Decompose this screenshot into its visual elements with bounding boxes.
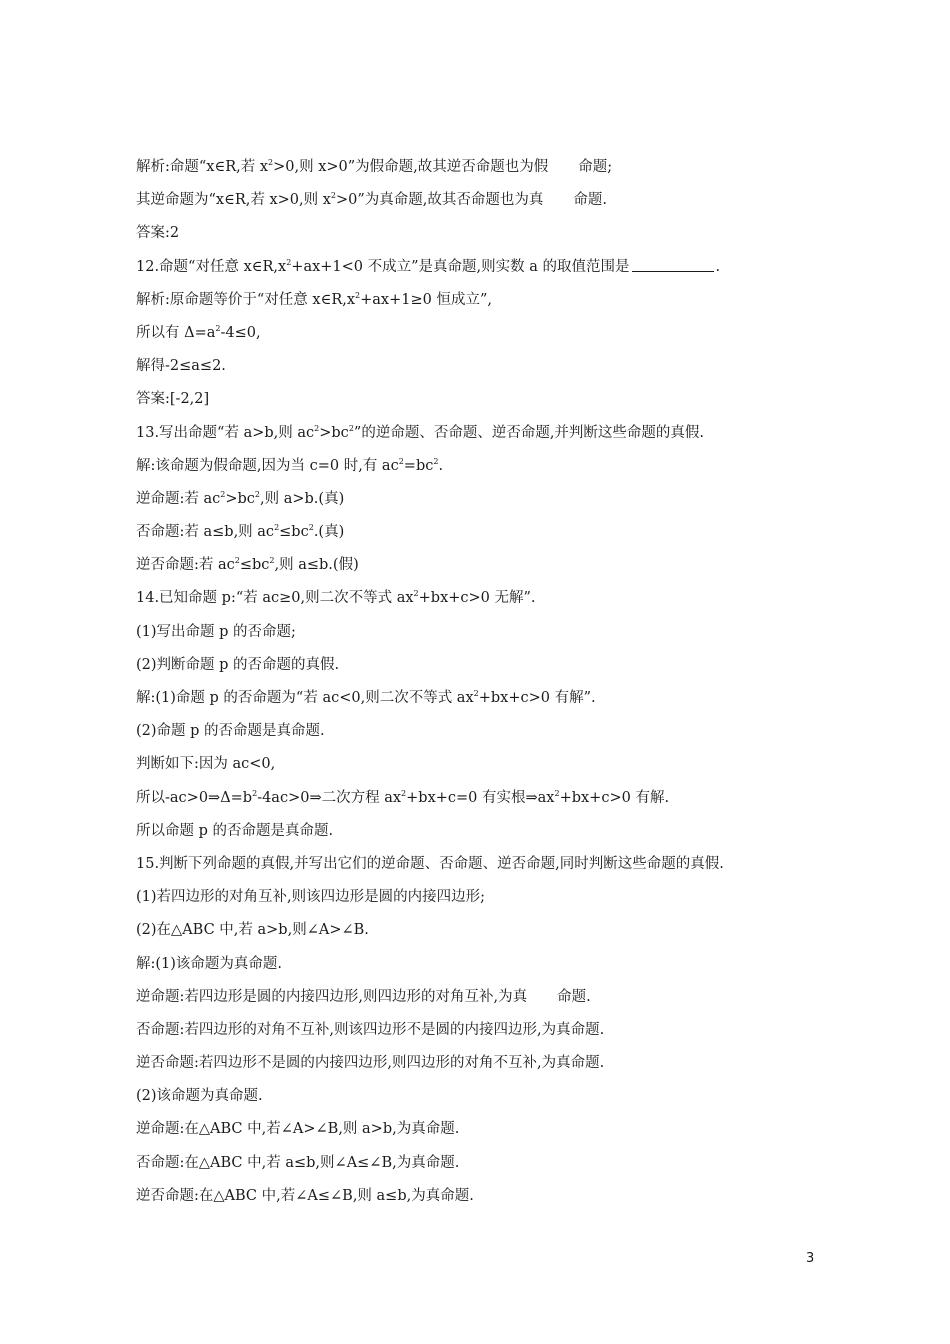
line-25: 逆命题:若四边形是圆的内接四边形,则四边形的对角互补,为真 命题.	[136, 988, 591, 1005]
line-17: (2)命题 p 的否命题是真命题.	[136, 723, 325, 740]
line-10: 逆命题:若 $ac^2>bc^2$,则 a>b.(真)	[136, 489, 345, 507]
line-5: 所以有 $\Delta=a^2-4\le 0$,	[136, 323, 261, 341]
line-19: 所以$-ac>0\Rightarrow\Delta=b^2-4ac>0\Rightarrow$二次方程 $ax^2+bx+c=0$ 有实根$\Rightarrow ax^2+bx+c>0$ 有解.	[136, 788, 670, 806]
line-27: 逆否命题:若四边形不是圆的内接四边形,则四边形的对角不互补,为真命题.	[136, 1055, 605, 1072]
line-12: 逆否命题:若 $ac^2\le bc^2$,则 a≤b.(假)	[136, 556, 359, 574]
line-1: 其逆命题为“x∈R,若 x>0,则 $x^2>0$”为真命题,故其否命题也为真 命题.	[136, 191, 608, 209]
line-14: (1)写出命题 p 的否命题;	[136, 623, 296, 640]
line-8: 13.写出命题“若 a>b,则 $ac^2>bc^2$”的逆命题、否命题、逆否命题,并判断这些命题的真假.	[136, 423, 705, 441]
line-2: 答案:2	[136, 225, 180, 242]
answer-blank	[632, 257, 714, 272]
line-4: 解析:原命题等价于“对任意 $x\in R,x^2+ax+1\ge 0$ 恒成立”,	[136, 290, 492, 308]
line-30: 否命题:在△ABC 中,若 a≤b,则∠A≤∠B,为真命题.	[136, 1154, 460, 1171]
line-24: 解:(1)该命题为真命题.	[136, 955, 283, 972]
document-body	[136, 157, 836, 1219]
line-3: 12.命题“对任意 $x\in R,x^2+ax+1<0$ 不成立”是真命题,则实数 a 的取值范围是 .	[136, 257, 721, 275]
line-31: 逆否命题:在△ABC 中,若∠A≤∠B,则 a≤b,为真命题.	[136, 1187, 474, 1204]
line-11: 否命题:若 a≤b,则 $ac^2\le bc^2$.(真)	[136, 523, 345, 541]
line-15: (2)判断命题 p 的否命题的真假.	[136, 656, 340, 673]
line-22: (1)若四边形的对角互补,则该四边形是圆的内接四边形;	[136, 889, 486, 906]
line-16: 解:(1)命题 p 的否命题为“若 ac<0,则二次不等式 $ax^2+bx+c>0$ 有解”.	[136, 689, 596, 706]
line-13: 14.已知命题 p:“若 ac≥0,则二次不等式 $ax^2+bx+c>0$ 无解”.	[136, 589, 536, 607]
line-18: 判断如下:因为 ac<0,	[136, 756, 276, 773]
line-9: 解:该命题为假命题,因为当 c=0 时,有 $ac^2=bc^2$.	[136, 456, 444, 474]
page-number: 3	[806, 1251, 815, 1266]
line-26: 否命题:若四边形的对角不互补,则该四边形不是圆的内接四边形,为真命题.	[136, 1021, 605, 1038]
line-21: 15.判断下列命题的真假,并写出它们的逆命题、否命题、逆否命题,同时判断这些命题的真假.	[136, 855, 724, 872]
line-7: 答案:[-2,2]	[136, 391, 210, 408]
line-0: 解析:命题“x∈R,若 $x^2>0$,则 x>0”为假命题,故其逆否命题也为假 命题;	[136, 158, 613, 175]
line-6: 解得-2≤a≤2.	[136, 358, 226, 375]
line-28: (2)该命题为真命题.	[136, 1088, 263, 1105]
line-23: (2)在△ABC 中,若 a>b,则∠A>∠B.	[136, 922, 369, 939]
line-29: 逆命题:在△ABC 中,若∠A>∠B,则 a>b,为真命题.	[136, 1121, 460, 1138]
line-20: 所以命题 p 的否命题是真命题.	[136, 822, 334, 839]
